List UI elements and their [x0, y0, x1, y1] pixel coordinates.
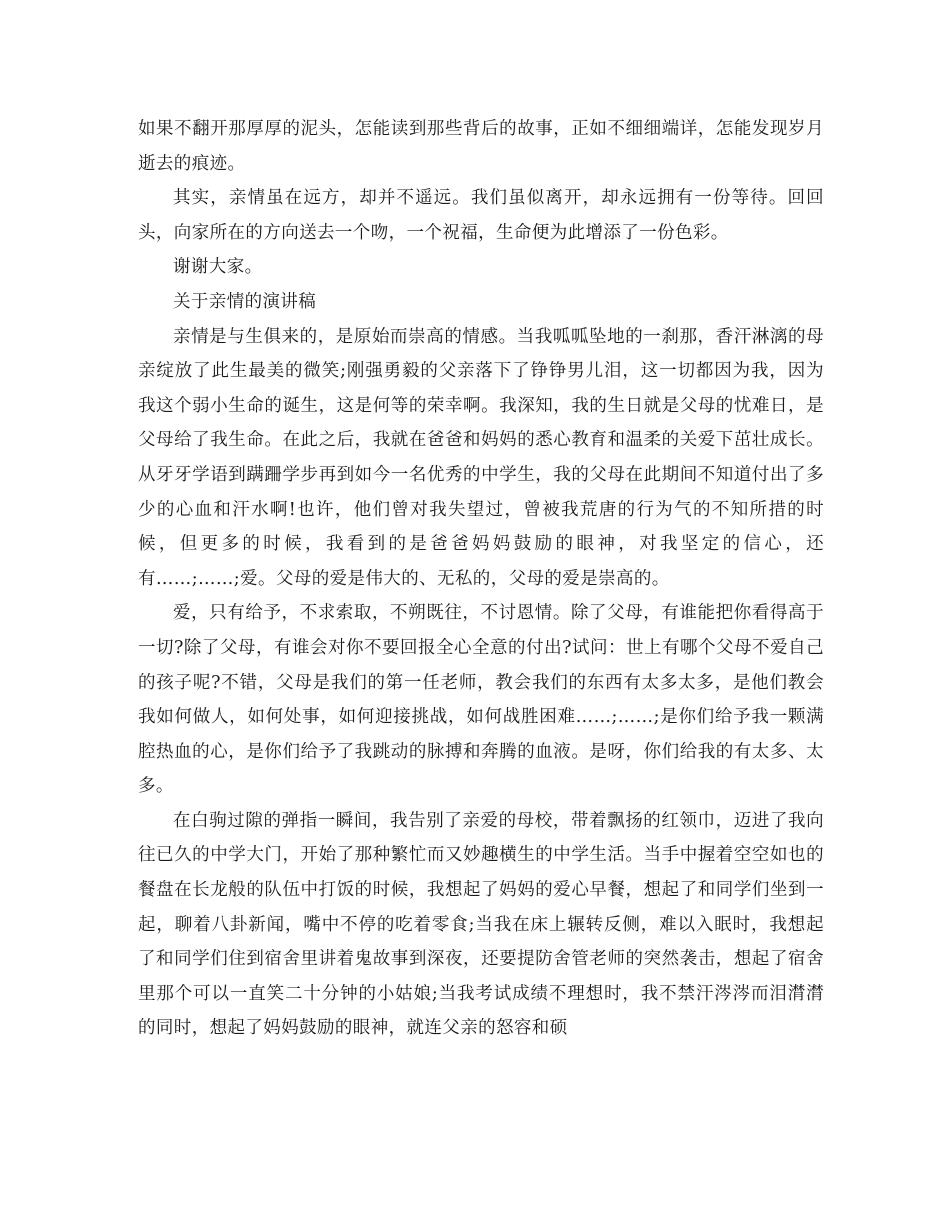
paragraph: 亲情是与生俱来的，是原始而崇高的情感。当我呱呱坠地的一刹那，香汗淋漓的母亲绽放了此生最美的微笑;刚强勇毅的父亲落下了铮铮男儿泪，这一切都因为我，因为我这个弱小生命的诞生，这是何等的荣幸啊。我深知，我的生日就是父母的忧难日，是父母给了我生命。在此之后，我就在爸爸和妈妈的悉心教育和温柔的关爱下茁壮成长。从牙牙学语到蹒跚学步再到如今一名优秀的中学生，我的父母在此期间不知道付出了多少的心血和汗水啊!也许，他们曾对我失望过，曾被我荒唐的行为气的不知所措的时候，但更多的时候，我看到的是爸爸妈妈鼓励的眼神，对我坚定的信心，还有……;……;爱。父母的爱是伟大的、无私的，父母的爱是崇高的。	[138, 326, 824, 589]
paragraph: 其实，亲情虽在远方，却并不遥远。我们虽似离开，却永远拥有一份等待。回回头，向家所在的方向送去一个吻，一个祝福，生命便为此增添了一份色彩。	[138, 188, 824, 243]
paragraph: 在白驹过隙的弹指一瞬间，我告别了亲爱的母校，带着飘扬的红领巾，迈进了我向往已久的中学大门，开始了那种繁忙而又妙趣横生的中学生活。当手中握着空空如也的餐盘在长龙般的队伍中打饭的时候，我想起了妈妈的爱心早餐，想起了和同学们坐到一起，聊着八卦新闻，嘴中不停的吃着零食;当我在床上辗转反侧，难以入眠时，我想起了和同学们住到宿舍里讲着鬼故事到深夜，还要提防舍管老师的突然袭击，想起了宿舍里那个可以一直笑二十分钟的小姑娘;当我考试成绩不理想时，我不禁汗涔涔而泪潸潸的同时，想起了妈妈鼓励的眼神，就连父亲的怒容和硕	[138, 810, 824, 1039]
document-body	[138, 112, 824, 1046]
paragraph-continuation: 如果不翻开那厚厚的泥头，怎能读到那些背后的故事，正如不细细端详，怎能发现岁月逝去的痕迹。	[138, 119, 824, 174]
section-heading: 关于亲情的演讲稿	[173, 291, 317, 312]
paragraph: 爱，只有给予，不求索取，不朔既往，不讨恩情。除了父母，有谁能把你看得高于一切?除了父母，有谁会对你不要回报全心全意的付出?试问：世上有哪个父母不爱自己的孩子呢?不错，父母是我们的第一任老师，教会我们的东西有太多太多，是他们教会我如何做人，如何处事，如何迎接挑战，如何战胜困难……;……;是你们给予我一颗满腔热血的心，是你们给予了我跳动的脉搏和奔腾的血液。是呀，你们给我的有太多、太多。	[138, 603, 824, 797]
paragraph-thanks: 谢谢大家。	[173, 257, 263, 278]
